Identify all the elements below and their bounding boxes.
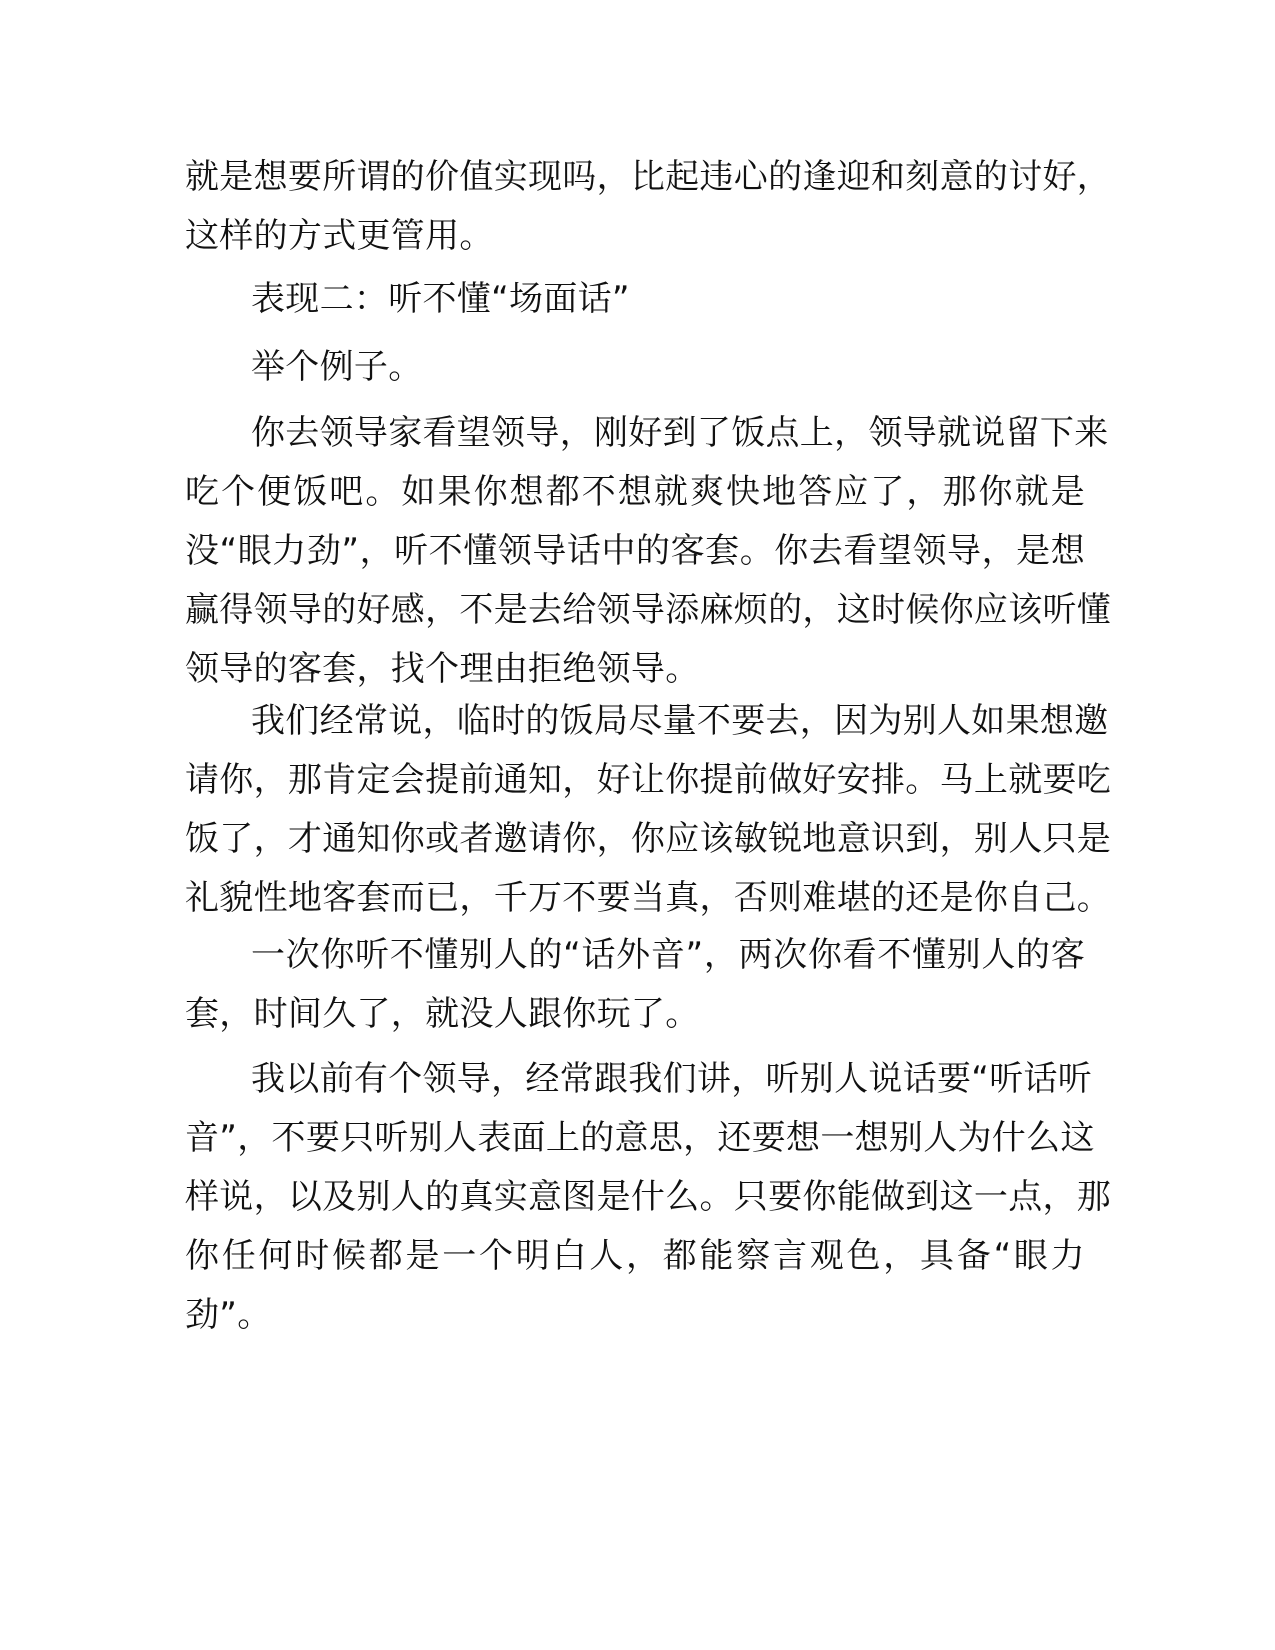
paragraph-former-leader <box>185 1050 1112 1345</box>
text-line: 请你，那肯定会提前通知，好让你提前做好安排。马上就要吃 <box>185 760 1112 800</box>
text-line: 我们经常说，临时的饭局尽量不要去，因为别人如果想邀 <box>251 701 1109 741</box>
text-line: 劲”。 <box>185 1295 272 1335</box>
text-line: 没“眼力劲”，听不懂领导话中的客套。你去看望领导，是想 <box>185 531 1085 571</box>
text-line: 套，时间久了，就没人跟你玩了。 <box>185 994 700 1034</box>
text-line: 我以前有个领导，经常跟我们讲，听别人说话要“听话听 <box>251 1059 1093 1099</box>
text-line: 一次你听不懂别人的“话外音”，两次你看不懂别人的客 <box>251 935 1085 975</box>
section-heading <box>185 270 1085 329</box>
text-line: 吃个便饭吧。如果你想都不想就爽快地答应了，那你就是 <box>185 472 1085 512</box>
text-line: 就是想要所谓的价值实现吗，比起违心的逢迎和刻意的讨好， <box>185 157 1112 197</box>
text-line: 领导的客套，找个理由拒绝领导。 <box>185 649 700 689</box>
text-line: 饭了，才通知你或者邀请你，你应该敏锐地意识到，别人只是 <box>185 819 1112 859</box>
text-line: 你去领导家看望领导，刚好到了饭点上，领导就说留下来 <box>251 413 1109 453</box>
paragraph-visit-leader <box>185 404 1112 699</box>
paragraph-subtext <box>185 926 1085 1044</box>
text-line: 你任何时候都是一个明白人，都能察言观色，具备“眼力 <box>185 1236 1085 1276</box>
text-line: 样说，以及别人的真实意图是什么。只要你能做到这一点，那 <box>185 1177 1112 1217</box>
paragraph-example-intro <box>185 338 1085 397</box>
text-line: 音”，不要只听别人表面上的意思，还要想一想别人为什么这 <box>185 1118 1095 1158</box>
paragraph-temporary-dinner <box>185 692 1112 928</box>
paragraph-continuation <box>185 148 1112 266</box>
heading-text: 表现二：听不懂“场面话” <box>251 279 630 319</box>
text-line: 赢得领导的好感，不是去给领导添麻烦的，这时候你应该听懂 <box>185 590 1112 630</box>
text-line: 这样的方式更管用。 <box>185 216 494 256</box>
text-line: 礼貌性地客套而已，千万不要当真，否则难堪的还是你自己。 <box>185 878 1112 918</box>
text-line: 举个例子。 <box>251 347 423 387</box>
